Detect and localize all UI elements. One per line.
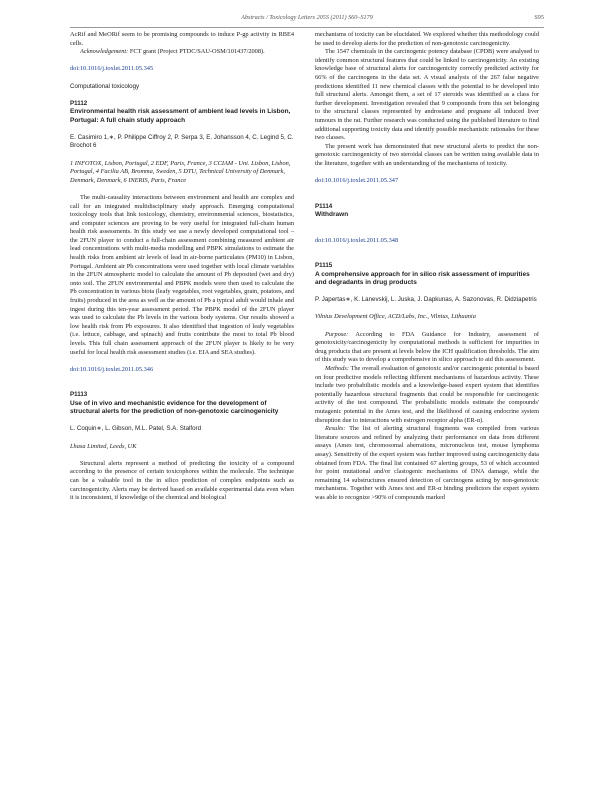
results-text: The list of alerting structural fragments was compiled from various literature sources and refined by analyzing their performance on data from different assays (Ames test, chromosomal aberrations, micronucleus test, mouse lymphoma assay). Sensitivity of the expert system was further improved using carcinogenicity data obtained from FDA. The final list contained 67 alerting groups, 53 of which accounted for point mutational and/or clastogenic mechanisms of DNA damage, while the remaining 14 substructures ensured detection of carcinogens acting by non-genotoxic mechanisms. Together with Ames test and ER-α binding predictors the expert system was able to recognize >90% of compounds marked: [315, 425, 539, 501]
body-p1112: The multi-causality interactions between environment and health are complex and call for an integrated multidisciplinary study approach. Emerging computational toxicology tools that link toxicology, chemistry, environmental sciences, biostatistics, and computer sciences are proving to be very useful for integrated full-chain human health risk assessments. In this study we use a newly developed computational tool – the 2FUN player to conduct a full-chain assessment combining measured ambient air lead concentrations with multi-media modelling and PBPK simulations to estimate the health risks from ambient air levels of lead in air-borne particulates (PM10) in Lisbon, Portugal. Ambient air Pb concentrations were used together with local climate variables in the 2FUN atmospheric model to calculate the amount of Pb deposited (wet and dry) onto soil. The 2FUN environmental and PBPK models were then used to calculate the Pb concentration in various biota (leafy vegetables, root vegetables, grain, potatoes, and fruits) produced in the area as well as the amount of Pb a typical adult would inhale and ingest during this ten-year assessment period. The PBPK model of the 2FUN player was used to calculate the Pb levels in the various body systems. Our results showed a low health risk from Pb exposures. It also identified that ingestion of leafy vegetables (i.e. lettuce, cabbage, and spinach) and fruits contribute the most to total Pb blood levels. This full chain assessment approach of the 2FUN player is likely to be very useful for local health risk assessment studies (i.e. EIA and SEA studies).: [70, 193, 294, 356]
doi-link-346[interactable]: doi:10.1016/j.toxlet.2011.05.346: [70, 365, 154, 373]
abstract-id-p1114: P1114: [315, 202, 333, 210]
authors-p1115: P. Japertas∗, K. Lanevskij, L. Juska, J. Dapkunas, A. Sazonovas, R. Didziapetris: [315, 296, 537, 304]
purpose-label: Purpose:: [325, 330, 349, 338]
running-header: [70, 14, 544, 26]
abstract-id-p1112: P1112: [70, 99, 88, 107]
abstract-title-p1114: Withdrawn: [315, 211, 349, 219]
abstract-id-p1113: P1113: [70, 391, 88, 399]
body-p1113-para3: The present work has demonstrated that new structural alerts to predict the non-genotoxic carcinogenicity of two steroidal classes can be written using available data in the literature, together with an understanding of the mechanisms of toxicity.: [315, 142, 539, 167]
ack-text: FCT grant (Project PTDC/SAU-OSM/101437/2008).: [128, 48, 265, 56]
authors-p1113: L. Coquin∗, L. Gibson, M.L. Patel, S.A. Stalford: [70, 425, 202, 433]
ack-label: Acknowledgement:: [80, 48, 129, 56]
abstract-title-p1113: Use of in vivo and mechanistic evidence for the development of structural alerts for the prediction of non-genotoxic carcinogenicity: [70, 399, 279, 416]
methods-p1115: [315, 365, 539, 425]
header-rule: [70, 27, 544, 28]
doi-link-348[interactable]: doi:10.1016/j.toxlet.2011.05.348: [315, 236, 399, 244]
section-heading: Computational toxicology: [70, 82, 140, 90]
left-column: [70, 31, 294, 503]
body-p1113: Structural alerts represent a method of predicting the toxicity of a compound according to the presence of certain toxicophores within the molecule. The technique can be a valuable tool in the in silico prediction of complex endpoints such as carcinogenicity. Alerts may be derived based on available experimental data even when it is inconsistent, if knowledge of the chemical and biological: [70, 459, 294, 502]
acknowledgement: [70, 48, 294, 57]
doi-link-345[interactable]: doi:10.1016/j.toxlet.2011.05.345: [70, 65, 154, 73]
journal-citation: Abstracts / Toxicology Letters 205S (2011) S60–S179: [241, 14, 373, 21]
methods-text: The overall evaluation of genotoxic and/or carcinogenic potential is based on four predictive models reflecting different mechanisms of hazardous activity. These include two probabilistic models and a knowledge-based expert system that identifies potentially hazardous structural fragments that could be responsible for carcinogenic activity of the test compound. The probabilistic models estimate the compounds' mutagenic potential in the Ames test, and the likelihood of causing endocrine system disruption due to interactions with estrogen receptor alpha (ER-α).: [315, 365, 539, 424]
affiliations-p1112: 1 INFOTOX, Lisbon, Portugal, 2 EDF, Paris, France, 3 CCIAM - Uni. Lisbon, Lisbon, Portugal, 4 Facilia AB, Bromma, Sweden, 5 DTU, Technical University of Denmark, Denmark, Denmark, 6 INERIS, Paris, France: [70, 159, 291, 184]
abstract-id-p1115: P1115: [315, 262, 333, 270]
page-number: S95: [534, 14, 544, 21]
body-p1113-para2: The 1547 chemicals in the carcinogenic potency database (CPDB) were analysed to identify common structural features that could be linked to carcinogenicity. An existing knowledge base of structural alerts for carcinogenicity correctly predicted activity for 66% of the carcinogens in the data set. A visual analysis of the 267 false negative predictions identified 11 new chemical classes with the potential to be developed into full structural alerts. Amongst them, a set of 17 steroids was identified as a class for further development. Investigation revealed that 9 compounds from this set belonging to the structural classes represented by androstane and pregnane all induced liver tumours in the rat. Further research was conducted using the published literature to find additional supporting toxicity data and identify possible mechanistic rationales for these two classes.: [315, 48, 539, 142]
purpose-p1115: [315, 331, 539, 365]
results-label: Results:: [325, 425, 346, 433]
abstract-title-p1115: A comprehensive approach for in silico risk assessment of impurities and degradants in drug products: [315, 270, 530, 287]
doi-link-347[interactable]: doi:10.1016/j.toxlet.2011.05.347: [315, 177, 399, 185]
methods-label: Methods:: [325, 365, 349, 373]
continued-paragraph-p1113: mechanisms of toxicity can be elucidated. We explored whether this methodology could be used to develop alerts for the prediction of non-genotoxic carcinogenicity.: [315, 31, 539, 47]
purpose-text: According to FDA Guidance for Industry, assessment of genotoxicity/carcinogenicity by computational methods is sufficient for impurities in drug products that are present at levels below the ICH qualification thresholds. The aim of this study was to develop a comprehensive in silico approach to aid this assessment.: [315, 330, 539, 364]
affiliation-p1115: Vilnius Development Office, ACD/Labs, Inc., Vilnius, Lithuania: [315, 313, 476, 321]
results-p1115: [315, 425, 539, 502]
abstract-title-p1112: Environmental health risk assessment of ambient lead levels in Lisbon, Portugal: A full chain study approach: [70, 108, 291, 124]
continued-paragraph: AcRif and MeORif seem to be promising compounds to induce P-gp activity in RBE4 cells.: [70, 31, 294, 47]
affiliation-p1113: Lhasa Limited, Leeds, UK: [70, 442, 137, 450]
right-column: [315, 31, 539, 503]
authors-p1112: E. Casimiro 1,∗, P. Philippe Ciffroy 2, P. Serpa 3, E. Johansson 4, C. Legind 5, C. Brochot 6: [70, 133, 294, 150]
